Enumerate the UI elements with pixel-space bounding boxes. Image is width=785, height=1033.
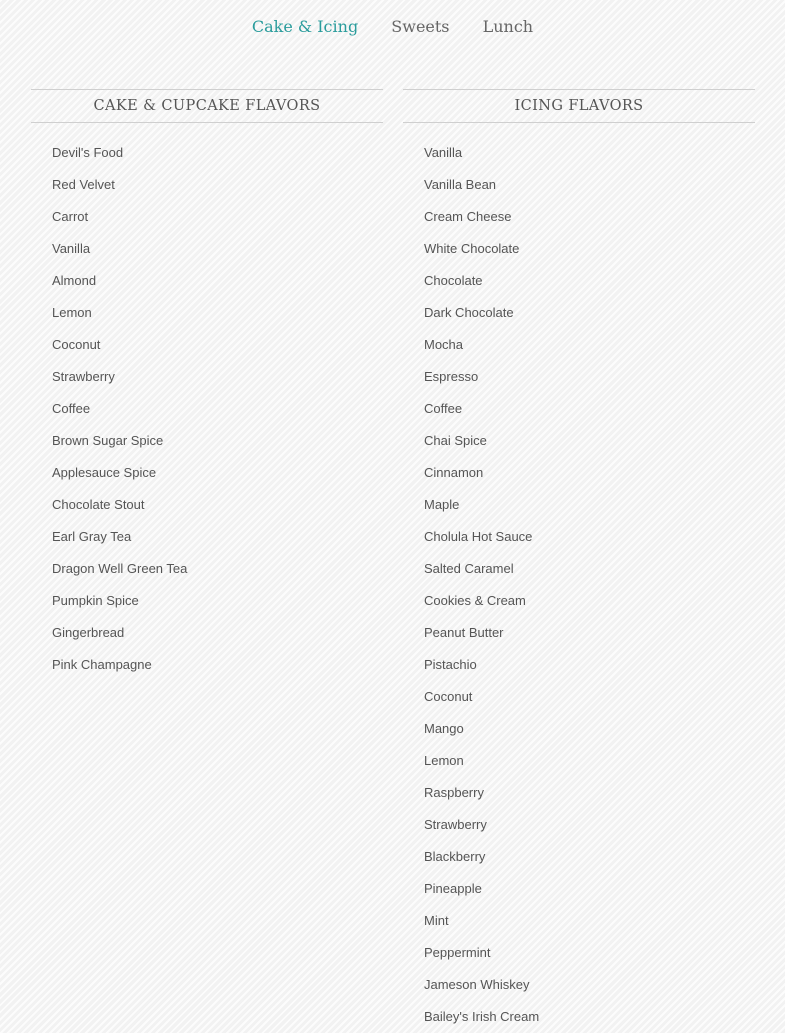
flavor-item: Cookies & Cream [424,593,526,608]
flavor-item: Earl Gray Tea [52,529,132,544]
flavor-item: Vanilla Bean [424,177,497,192]
flavor-item: Vanilla [424,145,463,160]
icing-flavors-heading: ICING FLAVORS [403,89,755,123]
flavor-item: Maple [424,497,460,512]
flavor-item: Chocolate [424,273,483,288]
flavor-item: Strawberry [424,817,487,832]
flavor-item: Chocolate Stout [52,497,145,512]
flavor-item: Salted Caramel [424,561,514,576]
flavor-item: Coffee [52,401,91,416]
flavor-item: Peppermint [424,945,491,960]
flavor-item: Pistachio [424,657,477,672]
flavor-item: Coffee [424,401,463,416]
flavor-item: Almond [52,273,97,288]
flavor-item: Cholula Hot Sauce [424,529,533,544]
flavor-item: Applesauce Spice [52,465,157,480]
flavor-item: Lemon [52,305,92,320]
flavor-item: Brown Sugar Spice [52,433,164,448]
flavor-item: Dragon Well Green Tea [52,561,188,576]
flavor-item: Blackberry [424,849,486,864]
menu-tabs [0,14,785,40]
flavor-item: Gingerbread [52,625,125,640]
flavor-item: Dark Chocolate [424,305,514,320]
flavor-item: Lemon [424,753,464,768]
flavor-item: Pumpkin Spice [52,593,139,608]
cake-flavors-heading: CAKE & CUPCAKE FLAVORS [31,89,383,123]
flavor-item: Mango [424,721,464,736]
flavor-item: Raspberry [424,785,484,800]
flavor-item: Mint [424,913,449,928]
flavor-item: Red Velvet [52,177,115,192]
flavor-item: Devil's Food [52,145,124,160]
flavor-item: White Chocolate [424,241,520,256]
tab-sweets[interactable]: Sweets [391,17,450,36]
tab-cake-icing[interactable]: Cake & Icing [251,17,359,36]
cake-flavor-list [31,123,383,681]
flavor-item: Mocha [424,337,464,352]
flavor-item: Coconut [52,337,101,352]
flavor-item: Espresso [424,369,479,384]
flavor-item: Peanut Butter [424,625,504,640]
flavor-item: Cream Cheese [424,209,512,224]
flavor-item: Pineapple [424,881,482,896]
flavor-item: Cinnamon [424,465,484,480]
icing-flavor-list [403,123,755,1033]
flavor-item: Jameson Whiskey [424,977,530,992]
icing-flavors-column [403,89,755,1033]
flavor-item: Vanilla [52,241,91,256]
flavor-item: Coconut [424,689,473,704]
flavor-item: Carrot [52,209,89,224]
flavor-item: Bailey's Irish Cream [424,1009,540,1024]
flavor-item: Pink Champagne [52,657,152,672]
tab-lunch[interactable]: Lunch [482,17,534,36]
flavor-item: Chai Spice [424,433,487,448]
cake-flavors-column [31,89,383,681]
flavor-item: Strawberry [52,369,115,384]
